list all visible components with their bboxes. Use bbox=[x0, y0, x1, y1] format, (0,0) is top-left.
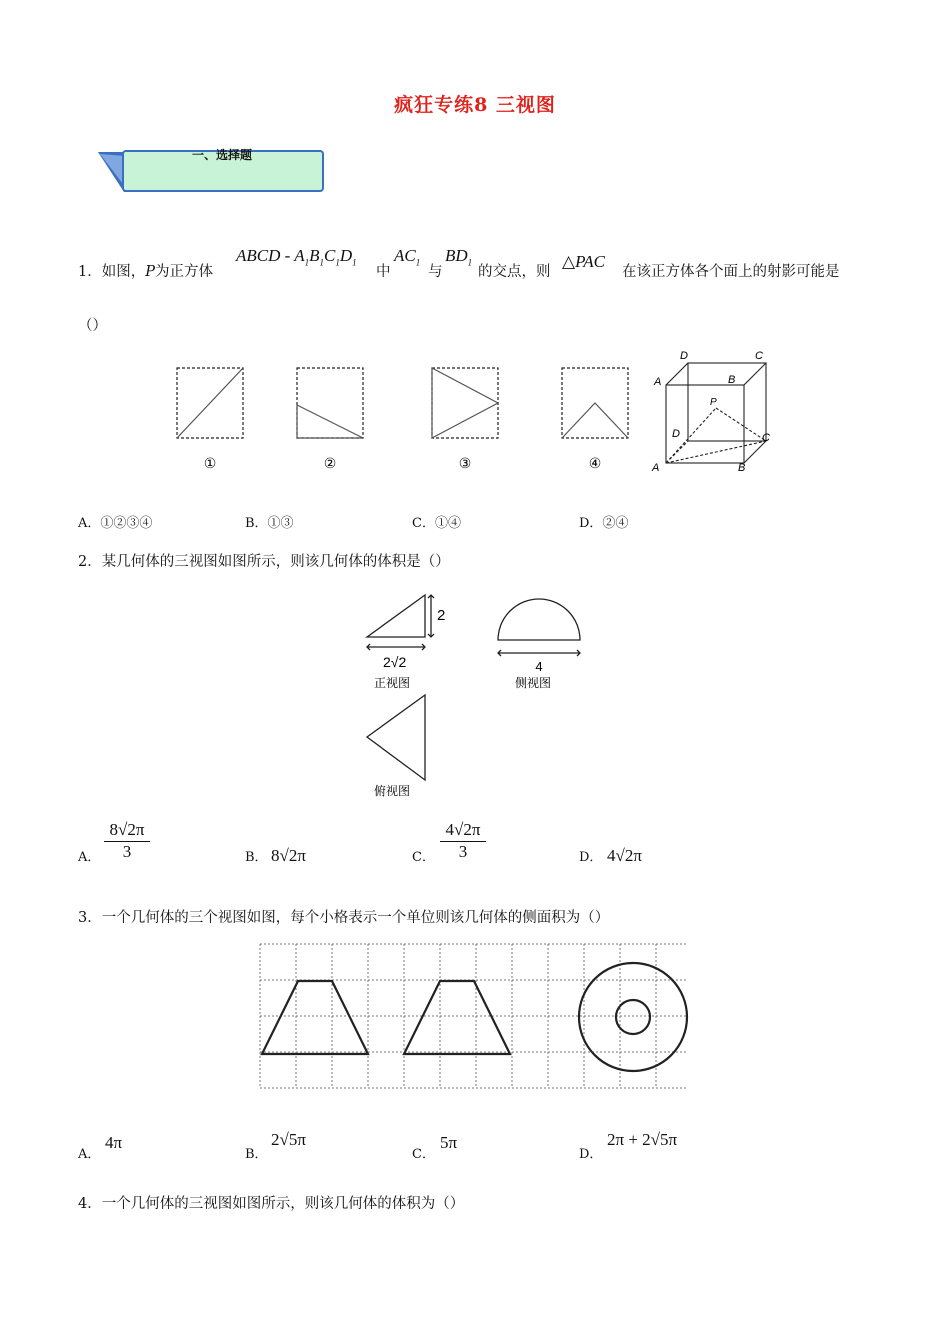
q1-zhong: 中 bbox=[376, 264, 391, 280]
q1-yu: 与 bbox=[428, 264, 443, 280]
q3-option-b-letter: B． bbox=[245, 1147, 268, 1162]
q1-cube-figure bbox=[648, 345, 778, 475]
cube-label-a: A bbox=[652, 462, 660, 474]
q2-option-b-letter: B． bbox=[245, 850, 268, 865]
q1-text: 1．如图，P为正方体 bbox=[78, 264, 213, 280]
q3-option-a-value: 4π bbox=[105, 1133, 123, 1152]
q2-option-c-value: 4√2π 3 bbox=[440, 820, 486, 862]
q3-option-a-letter: A． bbox=[78, 1147, 101, 1162]
q1-option-d: D．②④ bbox=[579, 516, 629, 531]
q1-option-b: B．①③ bbox=[245, 516, 294, 531]
cube-label-c: C bbox=[762, 432, 770, 444]
q1-projection-figures bbox=[165, 360, 650, 475]
q2-option-b-value: 8√2π bbox=[271, 846, 306, 865]
page-title: 疯狂专练8 三视图 bbox=[394, 94, 556, 116]
q2-dim-height: 2 bbox=[437, 607, 446, 624]
section-title: 一、选择题 bbox=[192, 148, 253, 162]
q1-text-3: 的交点，则 bbox=[478, 264, 551, 280]
q1-bd: $BD_1$ bbox=[445, 246, 473, 268]
q2-option-a-letter: A． bbox=[78, 850, 101, 865]
q1-paren: （） bbox=[78, 318, 107, 334]
cube-label-b1: B bbox=[728, 374, 736, 386]
q3-option-b-value: 2√5π bbox=[271, 1130, 306, 1149]
q1-text-4: 在该正方体各个面上的射影可能是 bbox=[622, 264, 840, 280]
q2-text: 2．某几何体的三视图如图所示，则该几何体的体积是（） bbox=[78, 554, 450, 570]
q2-option-a-value: 8√2π 3 bbox=[104, 820, 150, 862]
cube-label-a1: A bbox=[654, 376, 662, 388]
q2-three-views bbox=[355, 585, 595, 800]
q1-cube-name: ABCD - $A_1B_1C_1D_1$ bbox=[236, 246, 357, 268]
q4-text: 4．一个几何体的三视图如图所示，则该几何体的体积为（） bbox=[78, 1196, 465, 1212]
cube-label-c1: C bbox=[755, 350, 763, 362]
q2-caption-top: 俯视图 bbox=[373, 784, 411, 798]
q3-option-d-value: 2π + 2√5π bbox=[607, 1130, 678, 1149]
q1-label-4: ④ bbox=[588, 455, 602, 471]
q2-caption-front: 正视图 bbox=[373, 676, 411, 690]
q2-option-c-letter: C． bbox=[412, 850, 435, 865]
q3-text: 3．一个几何体的三个视图如图，每个小格表示一个单位则该几何体的侧面积为（） bbox=[78, 910, 610, 926]
q1-option-c: C．①④ bbox=[412, 516, 461, 531]
cube-label-b: B bbox=[738, 462, 746, 474]
q3-option-c-value: 5π bbox=[440, 1133, 458, 1152]
q1-option-a: A．①②③④ bbox=[78, 516, 153, 531]
cube-label-p: P bbox=[710, 397, 717, 408]
q1-label-2: ② bbox=[323, 455, 337, 471]
cube-label-d1: D bbox=[680, 350, 688, 362]
cube-label-d: D bbox=[672, 428, 680, 440]
q1-label-3: ③ bbox=[458, 455, 472, 471]
q3-grid-views bbox=[258, 940, 690, 1092]
q2-dim-side: 4 bbox=[535, 659, 543, 674]
q2-option-d-value: 4√2π bbox=[607, 846, 642, 865]
q3-option-d-letter: D． bbox=[579, 1147, 603, 1162]
q1-triangle: △PAC bbox=[562, 252, 605, 271]
q1-ac: $AC_1$ bbox=[394, 246, 421, 268]
q2-option-d-letter: D． bbox=[579, 850, 603, 865]
q2-dim-width: 2√2 bbox=[383, 654, 407, 670]
q1-label-1: ① bbox=[203, 455, 217, 471]
q2-caption-side: 侧视图 bbox=[514, 676, 552, 690]
q3-option-c-letter: C． bbox=[412, 1147, 435, 1162]
